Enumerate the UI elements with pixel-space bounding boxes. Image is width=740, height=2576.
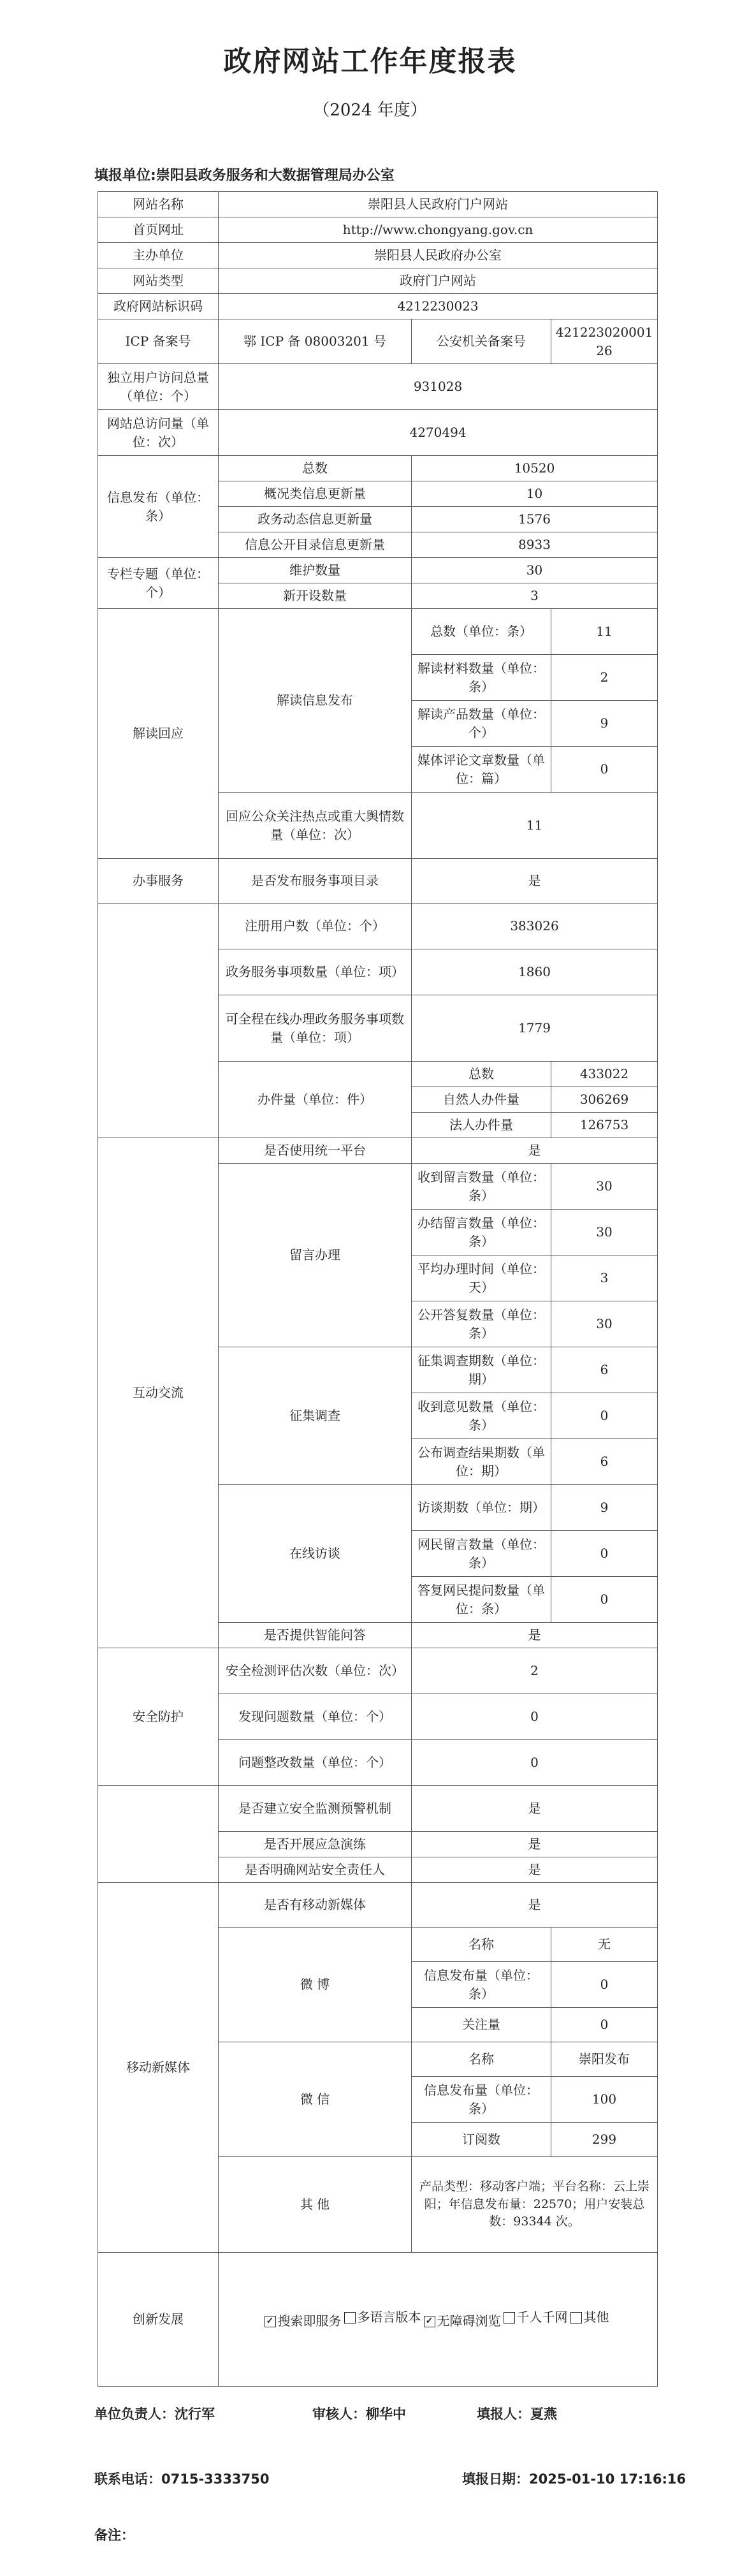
weibo-row-label: 信息发布量（单位：条）	[412, 1962, 551, 2008]
homepage-value: http://www.chongyang.gov.cn	[219, 217, 658, 243]
interview-row-label: 访谈期数（单位：期）	[412, 1485, 551, 1531]
message-row-value: 30	[551, 1164, 658, 1210]
case-volume-label: 办件量（单位：件）	[219, 1062, 412, 1138]
registered-users-label: 注册用户数（单位：个）	[219, 904, 412, 949]
hot-response-value: 11	[412, 793, 658, 859]
column-topic-label: 专栏专题（单位：个）	[98, 558, 219, 609]
security-row-value: 是	[412, 1857, 658, 1883]
interview-row-label: 网民留言数量（单位：条）	[412, 1531, 551, 1577]
security-row-label: 发现问题数量（单位：个）	[219, 1694, 412, 1740]
police-record-label: 公安机关备案号	[412, 319, 551, 364]
survey-row-label: 征集调查期数（单位：期）	[412, 1347, 551, 1393]
online-items-value: 1779	[412, 995, 658, 1062]
info-publish-label: 信息发布（单位：条）	[98, 456, 219, 558]
security-label: 安全防护	[98, 1648, 219, 1786]
wechat-row-label: 名称	[412, 2042, 551, 2077]
security-row-label: 是否建立安全监测预警机制	[219, 1786, 412, 1832]
survey-row-value: 6	[551, 1347, 658, 1393]
case-volume-row-label: 总数	[412, 1062, 551, 1087]
reviewer: 审核人：柳华中	[312, 2406, 406, 2422]
table-row	[98, 192, 658, 217]
online-interview-label: 在线访谈	[219, 1485, 412, 1623]
filling-unit: 填报单位:崇阳县政务服务和大数据管理局办公室	[94, 168, 395, 184]
site-name-label: 网站名称	[98, 192, 219, 217]
checkbox-icon	[504, 2312, 515, 2324]
has-new-media-label: 是否有移动新媒体	[219, 1883, 412, 1928]
security-row-label: 是否开展应急演练	[219, 1832, 412, 1857]
host-unit-label: 主办单位	[98, 243, 219, 268]
weibo-row-label: 关注量	[412, 2008, 551, 2042]
table-row	[98, 268, 658, 294]
interpret-row-value: 9	[551, 701, 658, 747]
message-handling-label: 留言办理	[219, 1164, 412, 1347]
unified-platform-value: 是	[412, 1138, 658, 1164]
security-row-value: 2	[412, 1648, 658, 1694]
report-year: （2024 年度）	[313, 101, 427, 120]
interpret-row-label: 总数（单位：条）	[412, 609, 551, 655]
message-row-label: 办结留言数量（单位：条）	[412, 1210, 551, 1255]
checkbox-icon	[570, 2312, 582, 2324]
table-row	[98, 217, 658, 243]
site-type-value: 政府门户网站	[219, 268, 658, 294]
wechat-label: 微 信	[219, 2042, 412, 2157]
case-volume-row-label: 法人办件量	[412, 1113, 551, 1138]
security-row-value: 是	[412, 1786, 658, 1832]
interview-row-value: 0	[551, 1531, 658, 1577]
column-row-value: 3	[412, 583, 658, 609]
smart-qa-value: 是	[412, 1623, 658, 1648]
smart-qa-label: 是否提供智能问答	[219, 1623, 412, 1648]
site-type-label: 网站类型	[98, 268, 219, 294]
service-label: 办事服务	[98, 859, 219, 904]
survey-row-label: 公布调查结果期数（单位：期）	[412, 1439, 551, 1485]
message-row-label: 公开答复数量（单位：条）	[412, 1301, 551, 1347]
survey-row-label: 收到意见数量（单位：条）	[412, 1393, 551, 1439]
table-row	[98, 364, 658, 410]
security-row-value: 是	[412, 1832, 658, 1857]
info-row-label: 总数	[219, 456, 412, 481]
has-new-media-value: 是	[412, 1883, 658, 1928]
message-row-value: 3	[551, 1255, 658, 1301]
interpret-row-label: 解读材料数量（单位：条）	[412, 655, 551, 701]
interpret-label: 解读回应	[98, 609, 219, 859]
innovation-option[interactable]: ✓ 搜索即服务	[265, 2312, 342, 2331]
interpret-row-value: 2	[551, 655, 658, 701]
info-row-label: 概况类信息更新量	[219, 481, 412, 507]
weibo-row-label: 名称	[412, 1928, 551, 1962]
weibo-row-value: 无	[551, 1928, 658, 1962]
column-row-label: 新开设数量	[219, 583, 412, 609]
wechat-row-value: 崇阳发布	[551, 2042, 658, 2077]
police-record-value: 42122302000126	[551, 319, 658, 364]
security-row-label: 问题整改数量（单位：个）	[219, 1740, 412, 1786]
interview-row-value: 0	[551, 1577, 658, 1623]
survey-label: 征集调查	[219, 1347, 412, 1485]
fill-date: 填报日期：2025-01-10 17:16:16	[462, 2471, 686, 2487]
message-row-value: 30	[551, 1301, 658, 1347]
security-row-value: 0	[412, 1694, 658, 1740]
innovation-option[interactable]: 多语言版本	[344, 2308, 421, 2327]
message-row-label: 收到留言数量（单位：条）	[412, 1164, 551, 1210]
message-row-value: 30	[551, 1210, 658, 1255]
case-volume-row-value: 306269	[551, 1087, 658, 1113]
weibo-row-value: 0	[551, 1962, 658, 2008]
weibo-row-value: 0	[551, 2008, 658, 2042]
other-media-desc: 产品类型：移动客户端；平台名称：云上崇阳；年信息发布量：22570；用户安装总数：93344 次。	[412, 2157, 658, 2253]
table-row	[98, 243, 658, 268]
interpret-row-value: 11	[551, 609, 658, 655]
survey-row-value: 6	[551, 1439, 658, 1485]
report-table	[98, 191, 658, 2387]
survey-row-value: 0	[551, 1393, 658, 1439]
info-row-label: 信息公开目录信息更新量	[219, 532, 412, 558]
other-media-label: 其 他	[219, 2157, 412, 2253]
info-row-value: 10	[412, 481, 658, 507]
interview-row-label: 答复网民提问数量（单位：条）	[412, 1577, 551, 1623]
host-unit-value: 崇阳县人民政府办公室	[219, 243, 658, 268]
catalog-label: 是否发布服务事项目录	[219, 859, 412, 904]
homepage-label: 首页网址	[98, 217, 219, 243]
interpret-row-label: 解读产品数量（单位：个）	[412, 701, 551, 747]
interaction-label: 互动交流	[98, 1138, 219, 1648]
wechat-row-label: 信息发布量（单位：条）	[412, 2077, 551, 2123]
catalog-value: 是	[412, 859, 658, 904]
service-empty-cell	[98, 904, 219, 1138]
security-empty-cell	[98, 1786, 219, 1883]
case-volume-row-label: 自然人办件量	[412, 1087, 551, 1113]
interpret-row-label: 媒体评论文章数量（单位：篇）	[412, 747, 551, 793]
table-row	[98, 319, 658, 364]
security-row-value: 0	[412, 1740, 658, 1786]
innovation-option[interactable]: ✓ 无障碍浏览	[424, 2312, 501, 2331]
info-row-label: 政务动态信息更新量	[219, 507, 412, 532]
unified-platform-label: 是否使用统一平台	[219, 1138, 412, 1164]
interpret-row-value: 0	[551, 747, 658, 793]
online-items-label: 可全程在线办理政务服务事项数量（单位：项）	[219, 995, 412, 1062]
registered-users-value: 383026	[412, 904, 658, 949]
info-row-value: 1576	[412, 507, 658, 532]
site-name-value: 崇阳县人民政府门户网站	[219, 192, 658, 217]
info-row-value: 8933	[412, 532, 658, 558]
column-row-label: 维护数量	[219, 558, 412, 583]
icp-value: 鄂 ICP 备 08003201 号	[219, 319, 412, 364]
filler-person: 填报人：夏燕	[477, 2406, 557, 2422]
site-code-value: 4212230023	[219, 294, 658, 319]
icp-label: ICP 备案号	[98, 319, 219, 364]
security-row-label: 是否明确网站安全责任人	[219, 1857, 412, 1883]
unit-leader: 单位负责人：沈行军	[94, 2406, 215, 2422]
unique-visitors-label: 独立用户访问总量（单位：个）	[98, 364, 219, 410]
table-row	[98, 294, 658, 319]
hot-response-label: 回应公众关注热点或重大舆情数量（单位：次）	[219, 793, 412, 859]
interpret-sub-label: 解读信息发布	[219, 609, 412, 793]
innovation-options	[219, 2253, 658, 2387]
unique-visitors-value: 931028	[219, 364, 658, 410]
case-volume-row-value: 126753	[551, 1113, 658, 1138]
innovation-option[interactable]: 其他	[570, 2308, 609, 2327]
page-title: 政府网站工作年度报表	[223, 45, 517, 78]
info-row-value: 10520	[412, 456, 658, 481]
wechat-row-value: 100	[551, 2077, 658, 2123]
table-row	[98, 410, 658, 456]
wechat-row-value: 299	[551, 2123, 658, 2157]
contact-phone: 联系电话：0715-3333750	[94, 2471, 270, 2487]
interview-row-value: 9	[551, 1485, 658, 1531]
service-items-value: 1860	[412, 949, 658, 995]
checkbox-icon: ✓	[265, 2316, 276, 2327]
site-code-label: 政府网站标识码	[98, 294, 219, 319]
remarks: 备注：	[94, 2528, 134, 2543]
weibo-label: 微 博	[219, 1928, 412, 2042]
message-row-label: 平均办理时间（单位：天）	[412, 1255, 551, 1301]
security-row-label: 安全检测评估次数（单位：次）	[219, 1648, 412, 1694]
column-row-value: 30	[412, 558, 658, 583]
wechat-row-label: 订阅数	[412, 2123, 551, 2157]
page-views-value: 4270494	[219, 410, 658, 456]
checkbox-icon: ✓	[424, 2316, 435, 2327]
innovation-label: 创新发展	[98, 2253, 219, 2387]
service-items-label: 政务服务事项数量（单位：项）	[219, 949, 412, 995]
case-volume-row-value: 433022	[551, 1062, 658, 1087]
new-media-label: 移动新媒体	[98, 1883, 219, 2253]
innovation-option[interactable]: 千人千网	[504, 2308, 568, 2327]
page-views-label: 网站总访问量（单位：次）	[98, 410, 219, 456]
checkbox-icon	[344, 2312, 356, 2324]
